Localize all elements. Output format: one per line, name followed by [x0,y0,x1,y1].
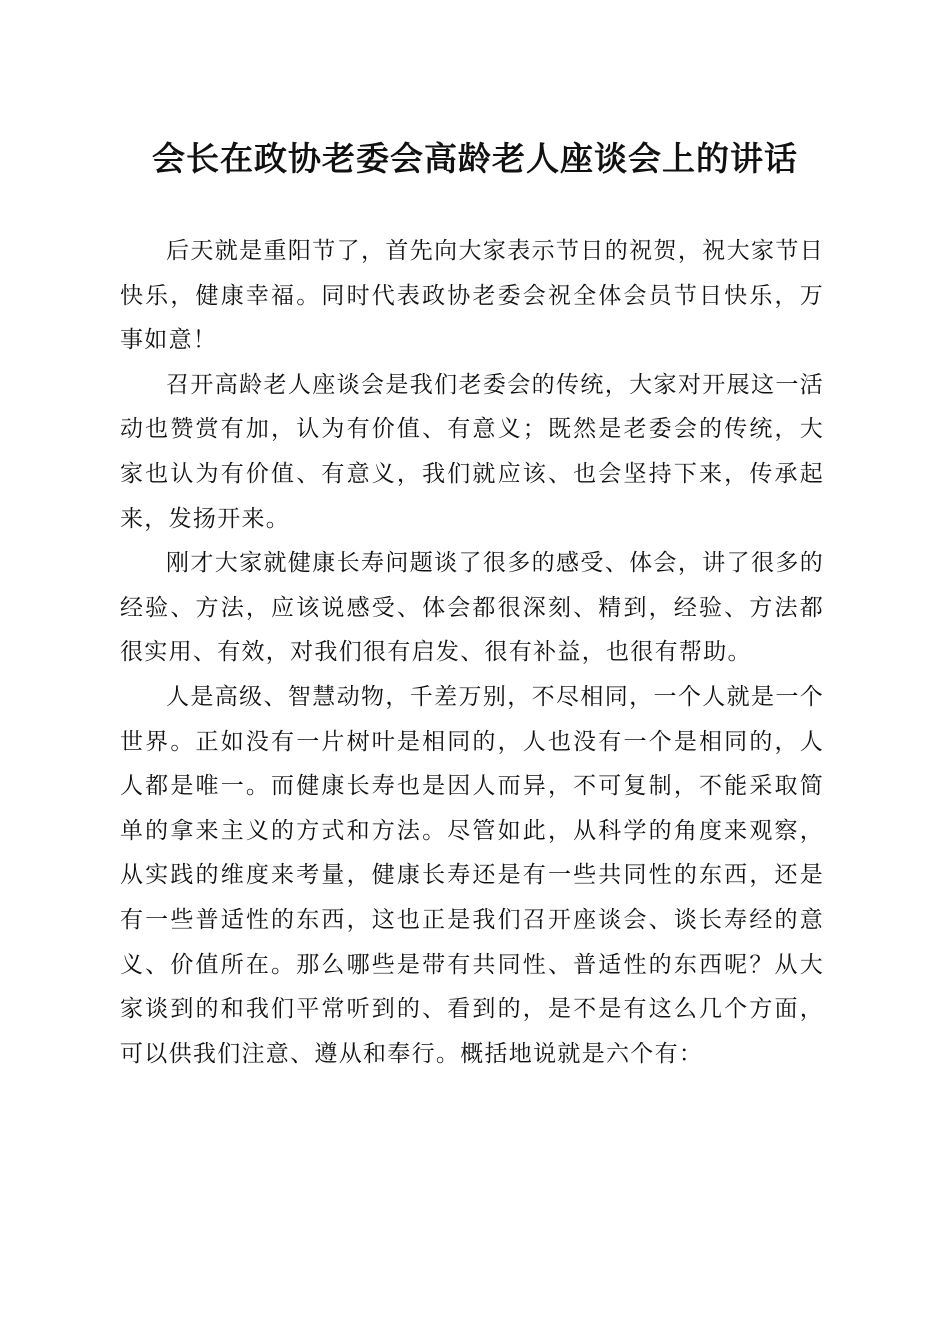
paragraph-4: 人是高级、智慧动物，千差万别，不尽相同，一个人就是一个世界。正如没有一片树叶是相同的，人也没有一个是相同的，人人都是唯一。而健康长寿也是因人而异，不可复制，不能采取简单的拿来主义的方式和方法。尽管如此，从科学的角度来观察，从实践的维度来考量，健康长寿还是有一些共同性的东西，还是有一些普适性的东西，这也正是我们召开座谈会、谈长寿经的意义、价值所在。那么哪些是带有共同性、普适性的东西呢？从大家谈到的和我们平常听到的、看到的，是不是有这么几个方面，可以供我们注意、遵从和奉行。概括地说就是六个有： [120,683,824,1067]
paragraph-2: 召开高龄老人座谈会是我们老委会的传统，大家对开展这一活动也赞赏有加，认为有价值、有意义；既然是老委会的传统，大家也认为有价值、有意义，我们就应该、也会坚持下来，传承起来，发扬开来。 [120,371,824,532]
document-title: 会长在政协老委会高龄老人座谈会上的讲话 [152,139,798,178]
paragraph-3: 刚才大家就健康长寿问题谈了很多的感受、体会，讲了很多的经验、方法，应该说感受、体会都很深刻、精到，经验、方法都很实用、有效，对我们很有启发、很有补益，也很有帮助。 [120,550,824,666]
paragraph-1: 后天就是重阳节了，首先向大家表示节日的祝贺，祝大家节日快乐，健康幸福。同时代表政协老委会祝全体会员节日快乐，万事如意！ [120,238,824,354]
document-body [120,229,824,1076]
